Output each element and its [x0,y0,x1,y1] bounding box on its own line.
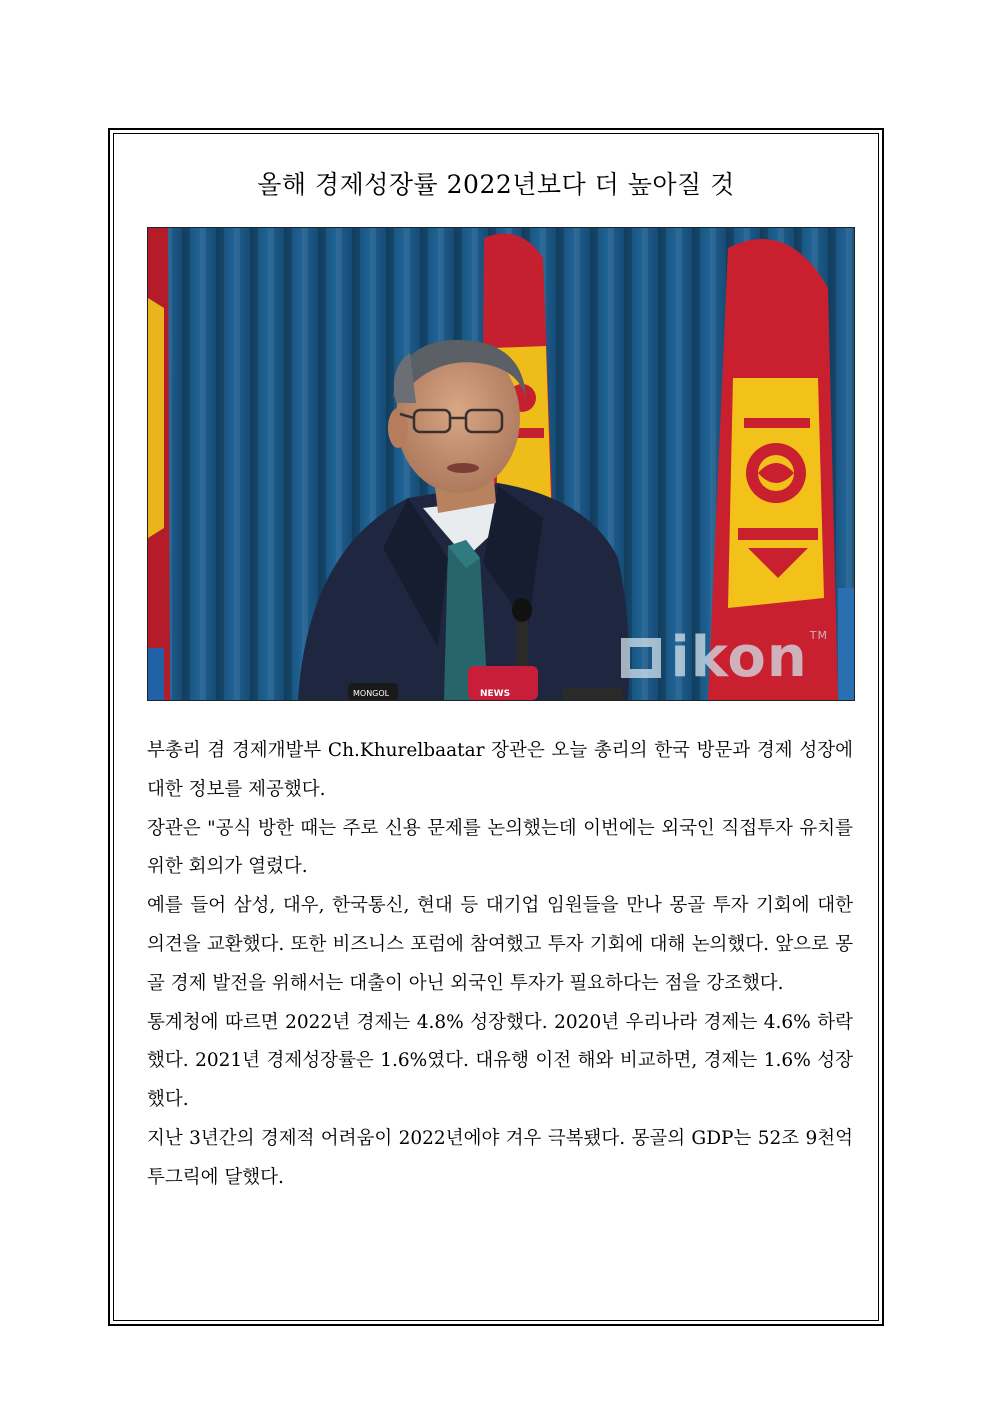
paragraph-1: 부총리 겸 경제개발부 Ch.Khurelbaatar 장관은 오늘 총리의 한국 방문과 경제 성장에 대한 정보를 제공했다. [147,740,853,800]
article-photo [147,227,855,701]
watermark-text: ikon [670,625,808,690]
left-flag [148,228,170,700]
article-title: 올해 경제성장률 2022년보다 더 높아질 것 [257,170,735,199]
page-border-inner [113,133,879,1321]
paragraph-5: 지난 3년간의 경제적 어려움이 2022년에야 겨우 극복됐다. 몽골의 GDP는 52조 9천억 투그릭에 달했다. [147,1127,853,1188]
paragraph-4: 통계청에 따르면 2022년 경제는 4.8% 성장했다. 2020년 우리나라 경제는 4.6% 하락했다. 2021년 경제성장률은 1.6%였다. 대유행 이전 해와 비교하면, 경제는 1.6% 성장했다. [147,1011,853,1111]
page-border-outer [108,128,884,1326]
ikon-logo-icon [621,638,661,678]
paragraph-3: 예를 들어 삼성, 대우, 한국통신, 현대 등 대기업 임원들을 만나 몽골 투자 기회에 대한 의견을 교환했다. 또한 비즈니스 포럼에 참여했고 투자 기회에 대해 논의했다. 앞으로 몽골 경제 발전을 위해서는 대출이 아닌 외국인 투자가 필요하다는 점을 강조했다. [147,895,853,994]
svg-text:NEWS: NEWS [480,689,511,699]
watermark-tm: TM [809,629,828,642]
article-body [147,732,853,1198]
paragraph-2: 장관은 "공식 방한 때는 주로 신용 문제를 논의했는데 이번에는 외국인 직접투자 유치를 위한 회의가 열렸다. [147,817,853,878]
ikon-watermark [621,625,829,690]
svg-text:MONGOL: MONGOL [353,689,390,698]
